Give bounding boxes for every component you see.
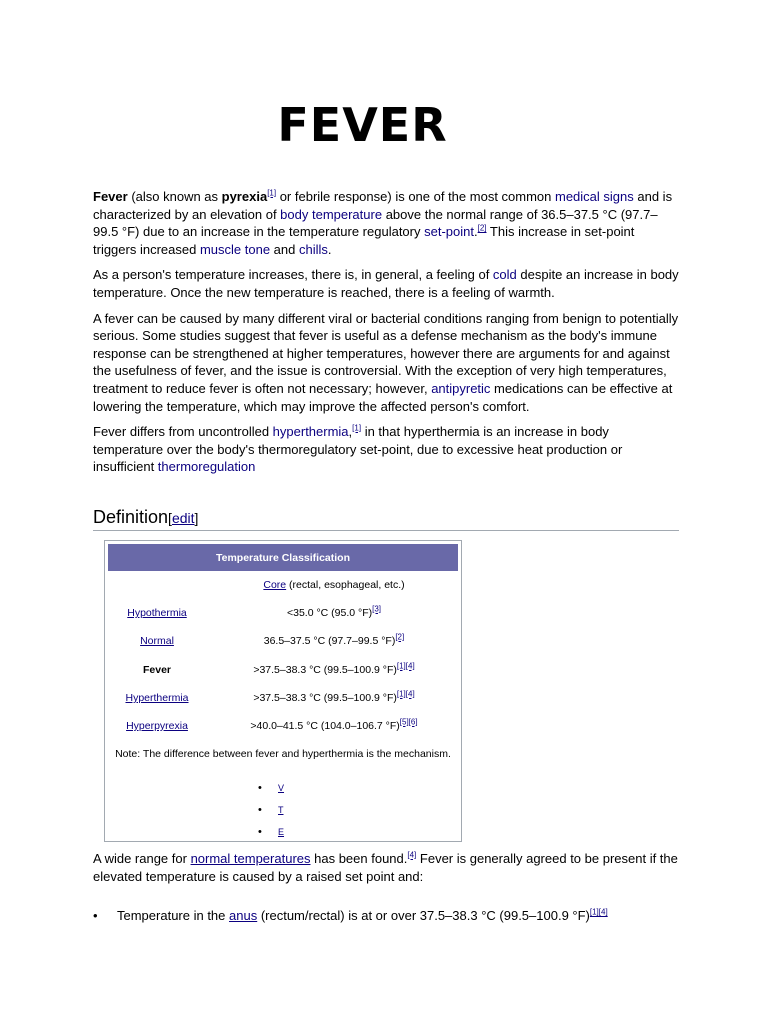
ref-link[interactable]: [4]: [407, 850, 417, 860]
text: This increase in set-point triggers increased: [93, 224, 635, 257]
bracket: [: [168, 510, 172, 526]
link-hyperpyrexia[interactable]: Hyperpyrexia: [126, 720, 188, 732]
text: in that hyperthermia is an increase in body temperature over the body's thermoregulatory set-point, due to excessive heat production or insufficient: [93, 424, 623, 475]
ref-link[interactable]: [1]: [267, 188, 277, 198]
text: A fever can be caused by many different viral or bacterial conditions ranging from benign to potentially serious. Some studies suggest that fever is useful as a defense mechanism as the body's immune response can be strengthened at higher temperatures, however there are arguments for and against the usefulness of fever, and the issue is controversial. With the exception of very high temperatures, treatment to reduce fever is often not necessary; however,: [93, 310, 679, 396]
infobox-core-row: [105, 575, 461, 595]
ref-link[interactable]: [1][4]: [589, 907, 608, 917]
link-hypothermia[interactable]: Hypothermia: [127, 607, 187, 619]
ref-1[interactable]: [267, 189, 276, 198]
text: As a person's temperature increases, there is, in general, a feeling of: [93, 267, 493, 283]
link-body-temperature[interactable]: body temperature: [280, 206, 383, 222]
infobox-label[interactable]: [105, 692, 209, 704]
text: or febrile response) is one of the most common: [276, 189, 555, 204]
section-definition: [93, 507, 679, 531]
text: <35.0 °C (95.0 °F): [286, 607, 373, 619]
list-item: [93, 907, 679, 925]
infobox-row-fever: [105, 660, 461, 680]
ref-link[interactable]: [3]: [372, 604, 382, 614]
section-heading: [93, 507, 679, 531]
text: (also known as: [127, 189, 222, 204]
bullet: •: [258, 782, 262, 794]
ref-link[interactable]: [1][4]: [396, 661, 415, 671]
criteria-list: [93, 907, 679, 925]
link-anus[interactable]: anus: [229, 908, 258, 924]
infobox-header: Temperature Classification: [108, 544, 458, 571]
intro-paragraph-2: [93, 266, 679, 301]
infobox-label[interactable]: [105, 607, 209, 619]
link-hyperthermia[interactable]: hyperthermia: [272, 424, 349, 440]
link-talk-template[interactable]: T: [278, 805, 284, 815]
infobox-note: Note: The difference between fever and hyperthermia is the mechanism.: [115, 748, 451, 760]
intro-paragraph-4: [93, 423, 679, 476]
temperature-classification-infobox: [104, 540, 462, 842]
infobox-value: [209, 604, 459, 619]
edit-section: [168, 510, 198, 526]
text: 36.5–37.5 °C (97.7–99.5 °F): [263, 635, 396, 647]
text: (rectum/rectal) is at or over 37.5–38.3 °C (99.5–100.9 °F): [257, 908, 590, 924]
infobox-row-hypothermia: [105, 603, 461, 623]
link-edit-template[interactable]: E: [278, 827, 285, 837]
link-view-template[interactable]: V: [278, 783, 285, 793]
link-medical-signs[interactable]: medical signs: [555, 189, 634, 204]
text: >37.5–38.3 °C (99.5–100.9 °F): [253, 664, 397, 676]
text: above the normal range of 36.5–37.5 °C (97.7–99.5 °F) due to an increase in the temperature regulatory: [93, 206, 658, 240]
link-hyperthermia[interactable]: Hyperthermia: [125, 692, 189, 704]
ref-link[interactable]: [2]: [477, 223, 487, 233]
text: .: [473, 224, 478, 240]
text: A wide range for: [93, 851, 191, 866]
link-antipyretic[interactable]: antipyretic: [431, 380, 491, 396]
infobox-value: [209, 632, 459, 647]
ref-link[interactable]: [5][6]: [399, 717, 418, 727]
text: has been found.: [310, 851, 408, 866]
bullet: •: [93, 908, 98, 924]
link-normal-temperatures[interactable]: normal temperatures: [190, 851, 311, 866]
term-pyrexia: pyrexia: [221, 189, 268, 204]
label-fever: Fever: [142, 664, 172, 676]
infobox-row-hyperthermia: [105, 688, 461, 708]
text: .: [327, 241, 332, 257]
link-thermoregulation[interactable]: thermoregulation: [157, 459, 256, 475]
infobox-label[interactable]: [105, 720, 209, 732]
infobox-row-hyperpyrexia: [105, 716, 461, 736]
page-title: FEVER: [277, 98, 448, 152]
text: and is characterized by an elevation of: [93, 189, 673, 222]
link-cold[interactable]: cold: [492, 267, 517, 283]
link-set-point[interactable]: set-point: [424, 224, 474, 240]
infobox-value: [209, 661, 459, 676]
link-muscle-tone[interactable]: muscle tone: [199, 241, 271, 257]
text: Fever is generally agreed to be present if the elevated temperature is caused by a raised set point and:: [93, 851, 678, 884]
infobox-value: [209, 689, 459, 704]
infobox-core-value: [209, 579, 459, 591]
ref-link[interactable]: [2]: [395, 632, 405, 642]
text: (rectal, esophageal, etc.): [286, 579, 405, 591]
bullet: •: [258, 804, 262, 816]
bracket: ]: [194, 510, 199, 526]
ref-1[interactable]: [352, 424, 361, 433]
intro-paragraph-3: [93, 310, 679, 416]
intro-section: [93, 188, 679, 484]
section-heading-text: Definition: [93, 507, 169, 527]
text: >37.5–38.3 °C (99.5–100.9 °F): [253, 692, 397, 704]
text: >40.0–41.5 °C (104.0–106.7 °F): [250, 720, 400, 732]
text: and: [270, 241, 299, 257]
infobox-label[interactable]: [105, 635, 209, 647]
infobox-label: [105, 664, 209, 676]
ref-link[interactable]: [1][4]: [396, 689, 415, 699]
navbox-item-edit: [258, 826, 318, 838]
edit-link[interactable]: edit: [171, 510, 195, 526]
link-chills[interactable]: chills: [298, 241, 328, 257]
definition-body: [93, 850, 679, 925]
term-fever: Fever: [93, 189, 128, 204]
text: medications can be effective at lowering the temperature, which may improve the affected person's comfort.: [93, 380, 673, 414]
link-core[interactable]: Core: [263, 579, 287, 591]
ref-link[interactable]: [1]: [352, 423, 362, 433]
navbox-item-view: [258, 782, 318, 794]
bullet: •: [258, 826, 262, 838]
ref-2[interactable]: [478, 224, 487, 233]
intro-paragraph-1: [93, 188, 679, 258]
text: Fever differs from uncontrolled: [93, 424, 273, 440]
infobox-row-normal: [105, 631, 461, 651]
text: despite an increase in body temperature. Once the new temperature is reached, there is a feeling of warmth.: [93, 267, 679, 300]
definition-paragraph: [93, 850, 679, 885]
infobox-value: [209, 717, 459, 732]
text: ,: [348, 424, 353, 440]
navbox-item-talk: [258, 804, 318, 816]
link-normal[interactable]: Normal: [140, 635, 174, 647]
text: Temperature in the: [117, 908, 230, 924]
